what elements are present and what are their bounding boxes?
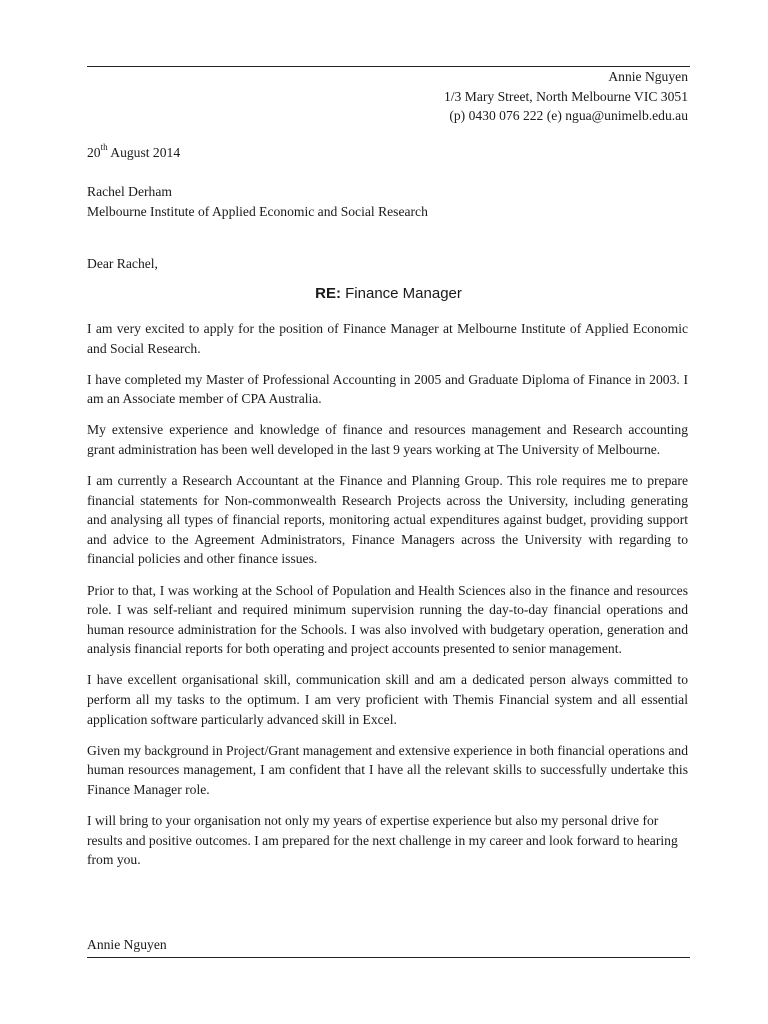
subject-title: Finance Manager (340, 285, 462, 302)
sender-block (444, 67, 688, 126)
recipient-name: Rachel Derham (87, 184, 172, 199)
letter-date (87, 143, 180, 163)
salutation: Dear Rachel, (87, 256, 158, 271)
body-paragraph: I have completed my Master of Professional Accounting in 2005 and Graduate Diploma of Finance in 2003. I am an Associate member of CPA Australia. (87, 371, 688, 407)
body-paragraph: I will bring to your organisation not only my years of expertise experience but also my personal drive for results and positive outcomes. I am prepared for the next challenge in my career and look forward to hearing from you. (87, 812, 678, 868)
date-day: 20 (87, 145, 101, 160)
body-paragraph: I am currently a Research Accountant at the Finance and Planning Group. This role requires me to prepare financial statements for Non-commonwealth Research Projects across the University, including generating and analysing all types of financial reports, monitoring actual expenditures against budget, providing support and advice to the Agreement Administrators, Finance Managers across the University with regarding to financial policies and other finance issues. (87, 473, 688, 567)
date-month-year: August 2014 (107, 145, 181, 160)
body-paragraph: I am very excited to apply for the position of Finance Manager at Melbourne Institute of Applied Economic and Social Research. (87, 321, 688, 356)
sender-name: Annie Nguyen (608, 69, 688, 84)
footer-divider (87, 957, 690, 958)
recipient-organisation: Melbourne Institute of Applied Economic and Social Research (87, 203, 428, 219)
date-ordinal-suffix: th (100, 142, 108, 153)
body-paragraph: My extensive experience and knowledge of finance and resources management and Research accounting grant administration has been well developed in the last 9 years working at The University of Melbourne. (87, 422, 688, 457)
body-paragraph: I have excellent organisational skill, communication skill and am a dedicated person always committed to perform all my tasks to the optimum. I am very proficient with Themis Financial system and all essential application software particularly advanced skill in Excel. (87, 672, 688, 727)
recipient-block (87, 182, 428, 221)
sender-address: 1/3 Mary Street, North Melbourne VIC 3051 (443, 88, 688, 104)
body-paragraph: Prior to that, I was working at the School of Population and Health Sciences also in the finance and resources role. I was self-reliant and required minimum supervision running the day-to-day financial operations and human resource administration for the Schools. I was also involved with budgetary operation, generation and analysis financial reports for both operating and project accounts presented to senior management. (87, 582, 688, 657)
subject-prefix: RE: (315, 285, 341, 302)
signoff-name: Annie Nguyen (87, 937, 167, 952)
subject-line (87, 284, 690, 304)
body-paragraph: Given my background in Project/Grant management and extensive experience in both financial operations and human resources management, I am confident that I have all the relevant skills to successfully undertake this Finance Manager role. (87, 742, 688, 797)
sender-contact: (p) 0430 076 222 (e) ngua@unimelb.edu.au (449, 108, 688, 124)
letter-body (87, 319, 688, 881)
